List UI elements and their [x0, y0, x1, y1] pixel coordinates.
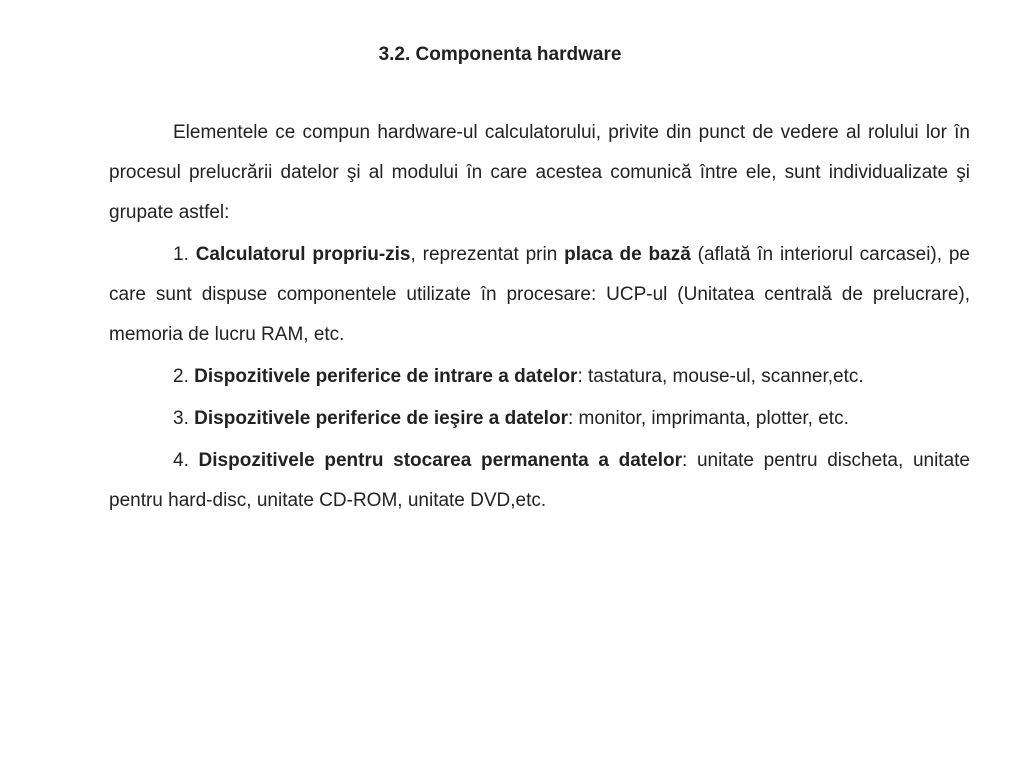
- item-text: : tastatura, mouse-ul, scanner,etc.: [577, 366, 864, 387]
- item-text: : unitate pentru discheta, unitate pentru hard-disc, unitate CD-ROM, unitate DVD,etc.: [109, 450, 970, 511]
- item-term: Dispozitivele periferice de ieşire a datelor: [194, 408, 568, 429]
- item-term: Calculatorul propriu-zis: [195, 244, 411, 265]
- list-item-2: [109, 357, 970, 397]
- item-term-secondary: placa de bază: [564, 244, 691, 265]
- intro-paragraph: Elementele ce compun hardware-ul calculatorului, privite din punct de vedere al rolului lor în procesul prelucrării datelor şi al modului în care acestea comunică între ele, sunt individualizate şi grupate astfel:: [109, 122, 970, 223]
- list-item-1: [109, 235, 970, 355]
- item-text: : monitor, imprimanta, plotter, etc.: [567, 408, 849, 429]
- item-term: Dispozitivele periferice de intrare a datelor: [194, 366, 578, 387]
- section-title: 3.2. Componenta hardware: [378, 44, 622, 65]
- item-number: 3.: [173, 408, 189, 429]
- item-number: 2.: [173, 366, 189, 387]
- item-number: 4.: [173, 450, 189, 471]
- item-term: Dispozitivele pentru stocarea permanenta a datelor: [198, 450, 682, 471]
- list-item-3: [109, 399, 970, 439]
- list-item-4: [109, 441, 970, 521]
- item-text-continued: (aflată în interiorul carcasei), pe care sunt dispuse componentele utilizate în procesare: UCP-ul (Unitatea centrală de prelucrare), memoria de lucru RAM, etc.: [109, 244, 970, 345]
- item-text: , reprezentat prin: [410, 244, 565, 265]
- item-number: 1.: [173, 244, 189, 265]
- document-body: [109, 113, 970, 523]
